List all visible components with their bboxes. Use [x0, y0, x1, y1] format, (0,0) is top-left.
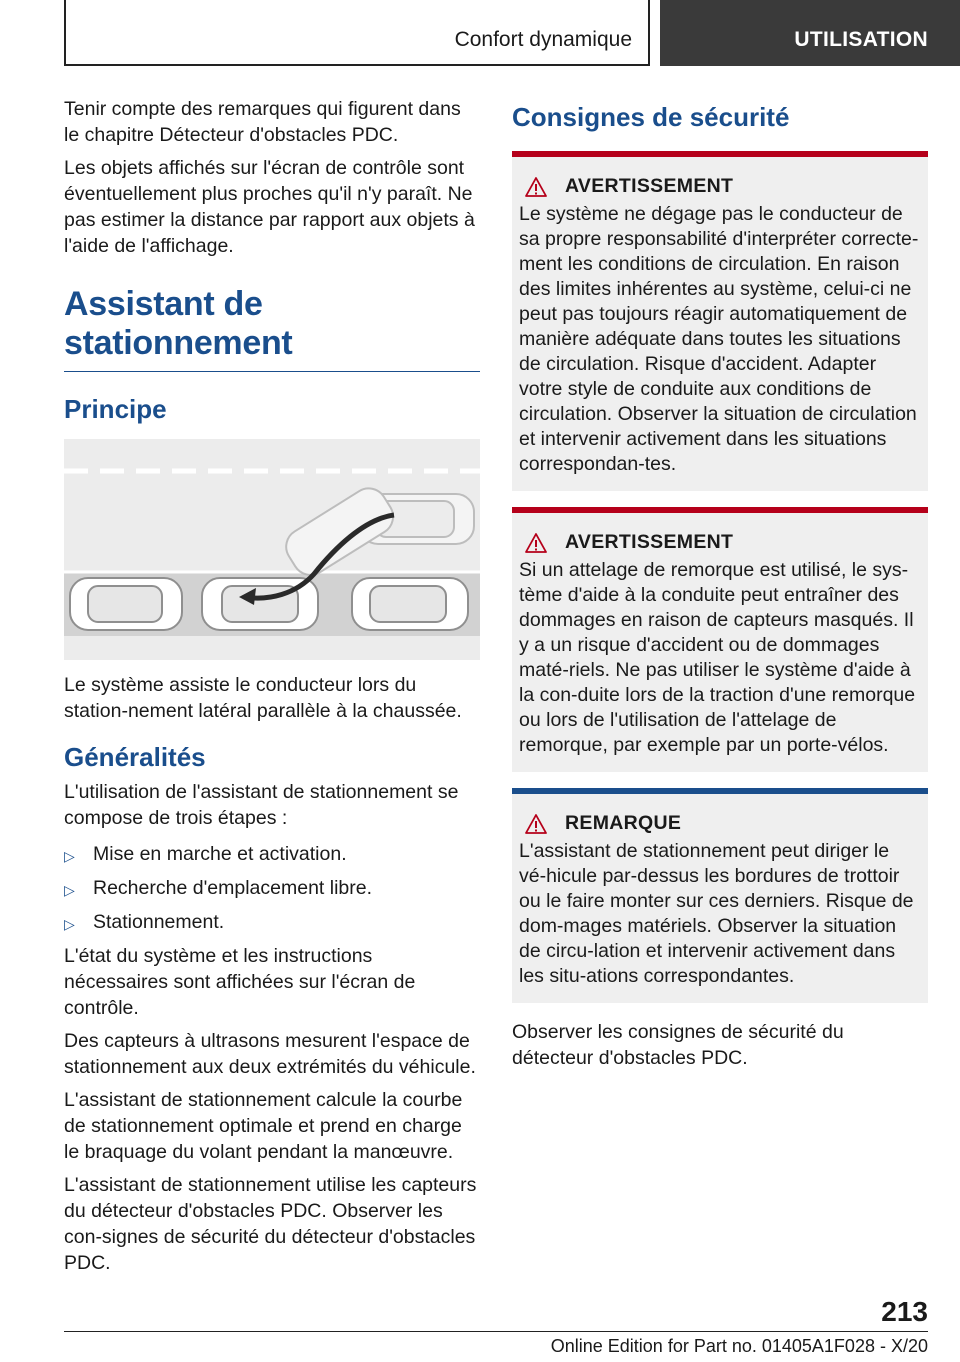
warning-text: Si un attelage de remorque est utilisé, le sys‐tème d'aide à la conduite peut entraîner des dommages en raison de capteurs masqués. Il y a un risque d'accident ou de dommages maté‐riels. Ne pas utiliser le système d'aide à la con‐duite lors de la traction d'une remorque ou lors de l'utilisation de l'attelage de remorque, par exemple par un porte-vélos. — [519, 559, 916, 756]
body-paragraph: L'état du système et les instructions nécessaires sont affichées sur l'écran de contrôle. — [64, 945, 416, 1019]
warning-text: Le système ne dégage pas le conducteur de sa propre responsabilité d'interpréter correcte‐ment les conditions de circulation. En raison des limites inhérentes au système, celui-ci ne peut pas toujours réagir automatiquement de manière adéquate dans toutes les situations de circulation. Risque d'accident. Adapter votre style de conduite aux conditions de circulation. Observer la situation de circulation et intervenir activement dans les situations correspondan‐tes. — [519, 203, 919, 475]
steps-list — [64, 841, 480, 937]
principe-text: Le système assiste le conducteur lors du station‐nement latéral parallèle à la chaussée. — [64, 674, 462, 722]
bullet-triangle-icon: ▷ — [64, 848, 75, 864]
car-icon — [70, 578, 182, 630]
footer-edition: Online Edition for Part no. 01405A1F028 - X/20 — [550, 1336, 928, 1356]
section-title: Assistant de stationnement — [64, 285, 480, 372]
header-section-title: Confort dynamique — [454, 28, 632, 51]
body-paragraph: L'assistant de stationnement utilise les capteurs du détecteur d'obstacles PDC. Observer les con‐signes de sécurité du détecteur d'obstacles PDC. — [64, 1174, 477, 1274]
header-chapter-box — [660, 0, 960, 66]
notice-label: REMARQUE — [565, 812, 682, 834]
list-item: ▷ Mise en marche et activation. — [64, 841, 480, 869]
intro-paragraph: Tenir compte des remarques qui figurent dans le chapitre Détecteur d'obstacles PDC. — [64, 98, 461, 146]
list-item: ▷ Recherche d'emplacement libre. — [64, 875, 480, 903]
warning-triangle-icon — [525, 533, 547, 553]
left-column — [64, 96, 480, 1283]
list-item: ▷ Stationnement. — [64, 909, 480, 937]
header-chapter-title: UTILISATION — [794, 28, 928, 51]
closing-paragraph: Observer les consignes de sécurité du détecteur d'obstacles PDC. — [512, 1021, 844, 1069]
warning-box — [512, 507, 928, 772]
warning-label: AVERTISSEMENT — [565, 531, 734, 553]
body-paragraph: L'assistant de stationnement calcule la courbe de stationnement optimale et prend en charge le braquage du volant pendant la manœuvre. — [64, 1089, 463, 1163]
generalites-title: Généralités — [64, 742, 206, 772]
right-column — [512, 96, 928, 1078]
consignes-title: Consignes de sécurité — [512, 102, 790, 132]
footer-divider — [64, 1331, 928, 1332]
notice-box — [512, 788, 928, 1003]
body-paragraph: Des capteurs à ultrasons mesurent l'espace de stationnement aux deux extrémités du véhicule. — [64, 1030, 476, 1078]
page-number: 213 — [881, 1296, 928, 1327]
notice-text: L'assistant de stationnement peut diriger le vé‐hicule par-dessus les bordures de trottoir ou le faire monter sur ces derniers. Risque de dom‐mages matériels. Observer la situation de circu‐lation et intervenir activement dans les situ‐ations correspondantes. — [519, 840, 914, 987]
car-icon — [352, 578, 468, 630]
generalites-intro: L'utilisation de l'assistant de stationnement se compose de trois étapes : — [64, 781, 459, 829]
warning-label: AVERTISSEMENT — [565, 175, 734, 197]
parking-illustration — [64, 439, 480, 660]
bullet-triangle-icon: ▷ — [64, 916, 75, 932]
warning-triangle-icon — [525, 177, 547, 197]
header-section-box — [64, 0, 650, 66]
intro-paragraph: Les objets affichés sur l'écran de contrôle sont éventuellement plus proches qu'il n'y paraît. Ne pas estimer la distance par rapport aux objets à l'aide de l'affichage. — [64, 157, 475, 257]
warning-triangle-icon — [525, 814, 547, 834]
warning-box — [512, 151, 928, 491]
principe-title: Principe — [64, 394, 167, 424]
bullet-triangle-icon: ▷ — [64, 882, 75, 898]
